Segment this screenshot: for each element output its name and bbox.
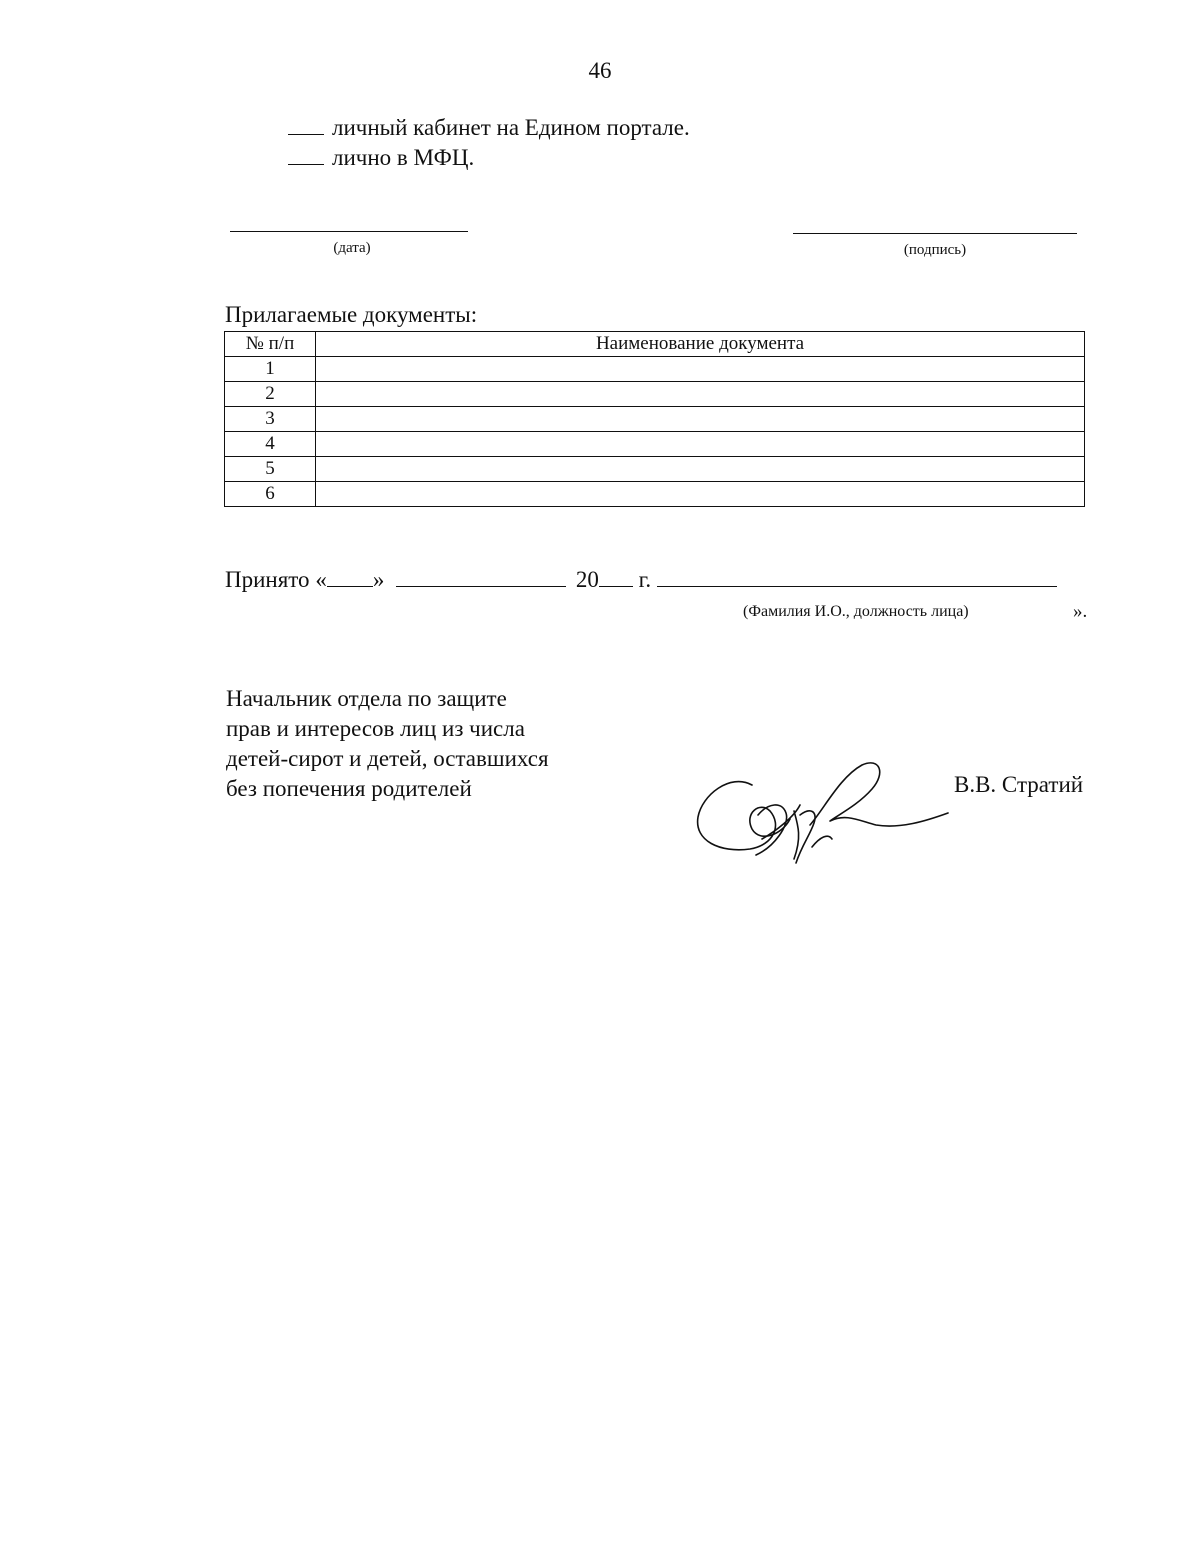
open-quote: « — [315, 567, 327, 592]
year-prefix: 20 — [575, 567, 599, 592]
column-header-document-name: Наименование документа — [316, 332, 1085, 357]
row-number: 6 — [225, 482, 316, 507]
row-number: 4 — [225, 432, 316, 457]
attachments-heading: Прилагаемые документы: — [225, 302, 478, 327]
delivery-option-mfc — [288, 144, 474, 172]
checkbox-blank[interactable] — [288, 114, 324, 135]
column-header-number: № п/п — [225, 332, 316, 357]
document-name-cell[interactable] — [316, 407, 1085, 432]
position-line: без попечения родителей — [226, 776, 472, 801]
delivery-option-label: личный кабинет на Едином портале. — [332, 115, 690, 140]
row-number: 1 — [225, 357, 316, 382]
accepted-label: Принято — [225, 567, 310, 592]
person-caption: (Фамилия И.О., должность лица) — [743, 603, 969, 620]
person-blank[interactable] — [657, 564, 1057, 587]
page-number: 46 — [588, 58, 612, 83]
row-number: 3 — [225, 407, 316, 432]
checkbox-blank[interactable] — [288, 144, 324, 165]
row-number: 2 — [225, 382, 316, 407]
position-line: детей-сирот и детей, оставшихся — [226, 746, 549, 771]
close-quote: » — [372, 567, 385, 592]
document-name-cell[interactable] — [316, 482, 1085, 507]
document-name-cell[interactable] — [316, 357, 1085, 382]
delivery-option-label: лично в МФЦ. — [332, 145, 475, 170]
table-header-row — [225, 332, 1085, 357]
year-suffix: г. — [638, 567, 652, 592]
table-row — [225, 432, 1085, 457]
table-row — [225, 382, 1085, 407]
document-name-cell[interactable] — [316, 457, 1085, 482]
acceptance-line — [225, 564, 1057, 593]
end-mark: ». — [1073, 601, 1088, 622]
signer-position — [226, 684, 549, 804]
signer-name: В.В. Стратий — [954, 772, 1084, 797]
handwritten-signature — [690, 755, 955, 870]
table-row — [225, 357, 1085, 382]
table-row — [225, 482, 1085, 507]
year-blank[interactable] — [599, 564, 633, 587]
document-name-cell[interactable] — [316, 432, 1085, 457]
date-field-line[interactable] — [230, 231, 468, 232]
position-line: прав и интересов лиц из числа — [226, 716, 525, 741]
table-row — [225, 407, 1085, 432]
position-line: Начальник отдела по защите — [226, 686, 507, 711]
date-caption: (дата) — [333, 240, 371, 256]
signature-caption: (подпись) — [903, 242, 967, 258]
delivery-option-portal — [288, 114, 690, 142]
day-blank[interactable] — [327, 564, 373, 587]
table-row — [225, 457, 1085, 482]
document-name-cell[interactable] — [316, 382, 1085, 407]
row-number: 5 — [225, 457, 316, 482]
month-blank[interactable] — [396, 564, 566, 587]
attachments-table — [224, 331, 1085, 507]
signature-field-line[interactable] — [793, 233, 1077, 234]
